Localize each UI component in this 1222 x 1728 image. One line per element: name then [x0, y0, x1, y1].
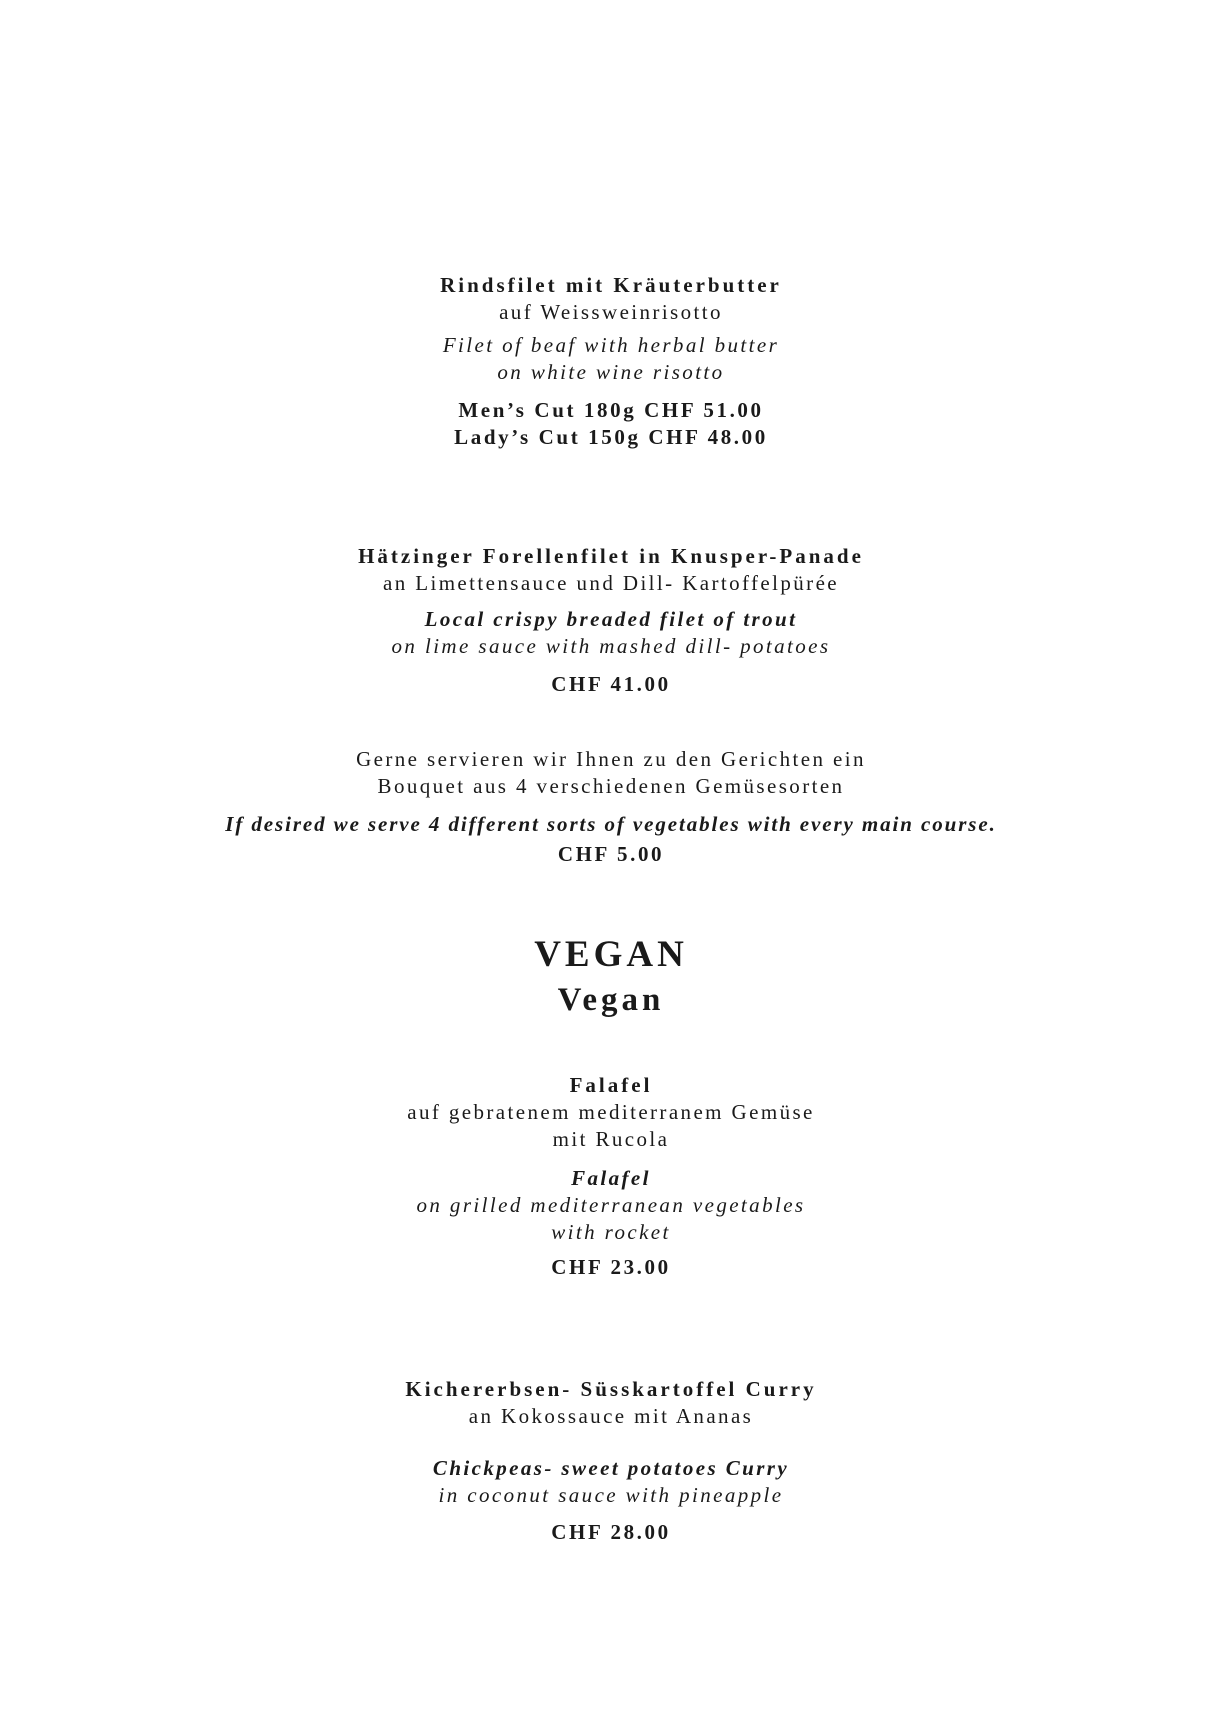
- menu-item-trout-filet: [0, 543, 1222, 698]
- menu-item-falafel: [0, 1072, 1222, 1281]
- section-title-de: VEGAN: [534, 934, 688, 975]
- dish-title-en: Chickpeas- sweet potatoes Curry: [432, 1456, 790, 1480]
- price-line-ladys-cut: Lady’s Cut 150g CHF 48.00: [454, 425, 768, 449]
- dish-title-en: Filet of beaf with herbal butter: [442, 333, 780, 357]
- price-line: CHF 28.00: [551, 1520, 671, 1544]
- dish-desc-en-1: on grilled mediterranean vegetables: [416, 1193, 806, 1217]
- dish-desc-de: an Limettensauce und Dill- Kartoffelpürée: [382, 571, 840, 595]
- section-title-en: Vegan: [557, 982, 665, 1018]
- dish-desc-en-2: with rocket: [551, 1220, 671, 1244]
- dish-title-en: Falafel: [571, 1166, 651, 1190]
- note-de-line-1: Gerne servieren wir Ihnen zu den Gerichten ein: [356, 747, 866, 771]
- price-line: CHF 41.00: [551, 672, 671, 696]
- vegan-section-header: [0, 932, 1222, 1022]
- price-line: CHF 5.00: [557, 842, 665, 866]
- note-en-line: If desired we serve 4 different sorts of vegetables with every main course.: [225, 812, 997, 836]
- dish-title-de: Kichererbsen- Süsskartoffel Curry: [405, 1377, 817, 1401]
- price-line: CHF 23.00: [551, 1255, 671, 1279]
- dish-desc-de: auf Weissweinrisotto: [499, 300, 723, 324]
- dish-title-de: Rindsfilet mit Kräuterbutter: [440, 273, 782, 297]
- vegetables-note: [0, 746, 1222, 868]
- dish-title-de: Falafel: [569, 1073, 653, 1097]
- dish-desc-de-1: auf gebratenem mediterranem Gemüse: [407, 1100, 815, 1124]
- dish-title-en: Local crispy breaded filet of trout: [424, 607, 798, 631]
- dish-desc-de-2: mit Rucola: [552, 1127, 670, 1151]
- menu-item-beef-filet: [0, 272, 1222, 451]
- note-de-line-2: Bouquet aus 4 verschiedenen Gemüsesorten: [377, 774, 845, 798]
- dish-desc-de: an Kokossauce mit Ananas: [468, 1404, 754, 1428]
- price-line-mens-cut: Men’s Cut 180g CHF 51.00: [458, 398, 764, 422]
- menu-item-chickpea-curry: [0, 1376, 1222, 1546]
- dish-desc-en: on white wine risotto: [497, 360, 725, 384]
- dish-desc-en: in coconut sauce with pineapple: [438, 1483, 784, 1507]
- dish-desc-en: on lime sauce with mashed dill- potatoes: [391, 634, 831, 658]
- dish-title-de: Hätzinger Forellenfilet in Knusper-Panade: [358, 544, 864, 568]
